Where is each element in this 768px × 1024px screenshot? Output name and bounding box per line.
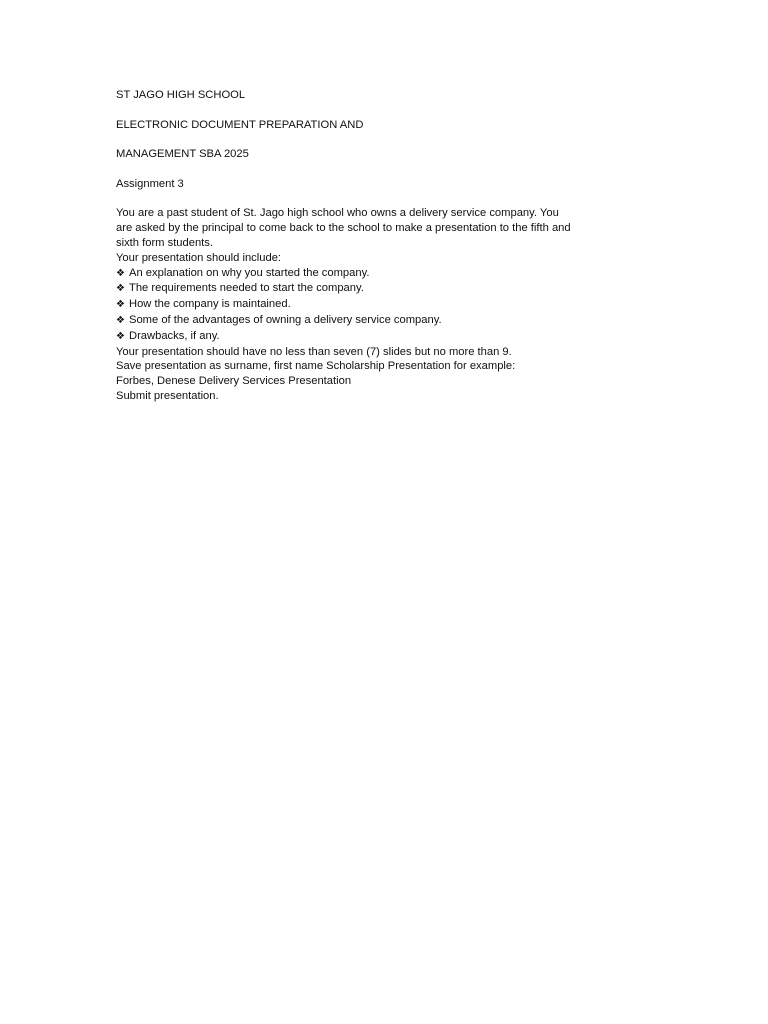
- document-body: [116, 88, 616, 404]
- subject-heading-line-1: ELECTRONIC DOCUMENT PREPARATION AND: [116, 118, 364, 131]
- intro-line-1: You are a past student of St. Jago high school who owns a delivery service company. You: [116, 207, 559, 220]
- diamond-cluster-icon: ❖: [116, 314, 125, 326]
- list-item-text: Some of the advantages of owning a delivery service company.: [129, 313, 442, 326]
- assignment-title: Assignment 3: [116, 177, 184, 190]
- list-item-text: An explanation on why you started the company.: [129, 266, 370, 279]
- requirements-list: [116, 266, 616, 345]
- list-item-text: The requirements needed to start the company.: [129, 282, 364, 295]
- list-item-text: How the company is maintained.: [129, 298, 291, 311]
- intro-line-3: sixth form students.: [116, 236, 213, 249]
- intro-line-2: are asked by the principal to come back to the school to make a presentation to the fifth and: [116, 222, 571, 235]
- list-item: [116, 266, 616, 282]
- list-item: [116, 281, 616, 297]
- diamond-cluster-icon: ❖: [116, 299, 125, 311]
- diamond-cluster-icon: ❖: [116, 267, 125, 279]
- submit-instruction: Submit presentation.: [116, 389, 219, 402]
- list-item: [116, 297, 616, 313]
- list-item-text: Drawbacks, if any.: [129, 329, 220, 342]
- subject-heading-line-2: MANAGEMENT SBA 2025: [116, 148, 249, 161]
- intro-paragraph: [116, 206, 616, 250]
- list-item: [116, 313, 616, 329]
- diamond-cluster-icon: ❖: [116, 330, 125, 342]
- include-heading: Your presentation should include:: [116, 251, 282, 264]
- example-file-name: Forbes, Denese Delivery Services Presentation: [116, 375, 352, 388]
- school-name-heading: ST JAGO HIGH SCHOOL: [116, 89, 246, 101]
- save-instruction: Save presentation as surname, first name Scholarship Presentation for example:: [116, 360, 516, 373]
- list-item: [116, 329, 616, 345]
- diamond-cluster-icon: ❖: [116, 283, 125, 295]
- slides-rule: Your presentation should have no less than seven (7) slides but no more than 9.: [116, 345, 512, 358]
